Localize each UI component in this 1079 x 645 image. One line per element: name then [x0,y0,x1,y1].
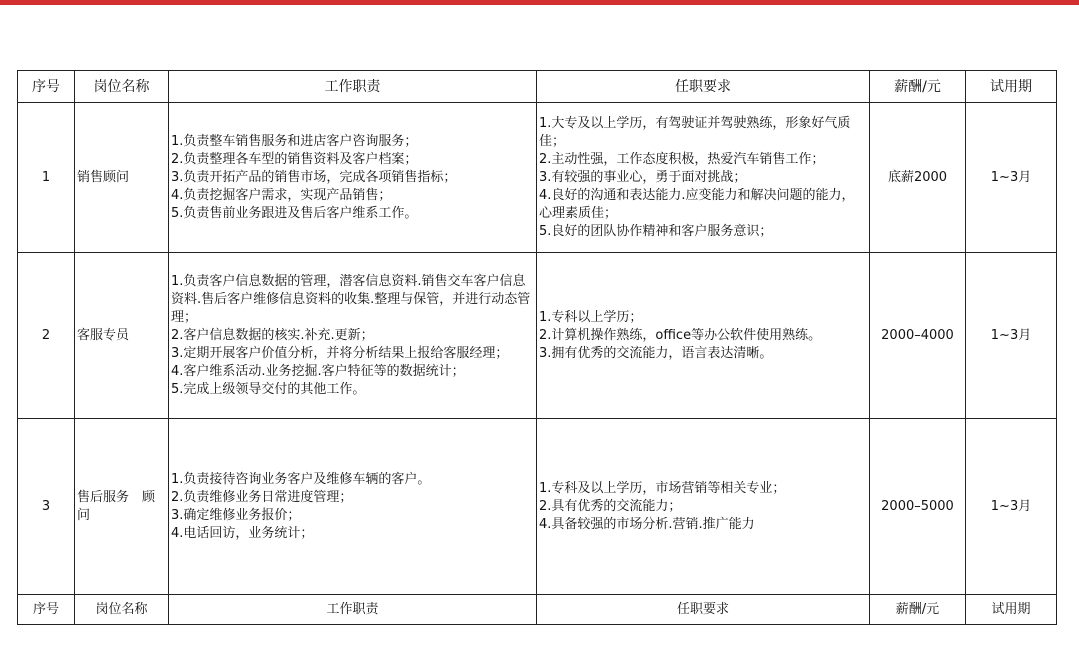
duty-line: 4.负责挖掘客户需求，实现产品销售； [171,187,392,203]
top-accent-bar [0,0,1079,5]
header-row [18,71,1057,103]
job-title: 销售顾问 [75,103,169,253]
requirement-line: 4.良好的沟通和表达能力.应变能力和解决问题的能力，心理素质佳； [539,187,855,221]
footer-cell-salary: 薪酬/元 [870,595,966,625]
duty-line: 3.负责开拓产品的销售市场，完成各项销售指标； [171,169,457,185]
duty-line: 1.负责接待咨询业务客户及维修车辆的客户。 [171,471,431,487]
requirement-line: 1.专科以上学历； [539,309,643,325]
requirement-line: 4.具备较强的市场分析.营销.推广能力 [539,516,755,532]
requirement-line: 2.计算机操作熟练，office等办公软件使用熟练。 [539,327,822,343]
duties-cell [169,103,537,253]
salary-cell: 2000–4000 [870,253,966,419]
header-cell-duties: 工作职责 [169,71,537,103]
table-row [18,253,1057,419]
requirement-line: 3.有较强的事业心，勇于面对挑战； [539,169,747,185]
probation-cell: 1~3月 [966,103,1057,253]
footer-cell-requirements: 任职要求 [537,595,870,625]
duties-cell [169,253,537,419]
duty-line: 2.负责维修业务日常进度管理； [171,489,353,505]
duty-line: 4.客户维系活动.业务挖掘.客户特征等的数据统计； [171,363,465,379]
duty-line: 2.客户信息数据的核实.补充.更新； [171,327,374,343]
job-title: 售后服务 顾问 [75,419,169,595]
header-cell-requirements: 任职要求 [537,71,870,103]
duty-line: 1.负责客户信息数据的管理，潜客信息资料.销售交车客户信息资料.售后客户维修信息资料的收集.整理与保管，并进行动态管理； [171,273,531,325]
duties-cell [169,419,537,595]
duty-line: 1.负责整车销售服务和进店客户咨询服务； [171,133,418,149]
requirement-line: 1.专科及以上学历，市场营销等相关专业； [539,480,786,496]
requirement-line: 2.主动性强，工作态度积极，热爱汽车销售工作； [539,151,825,167]
header-cell-title: 岗位名称 [75,71,169,103]
duty-line: 4.电话回访，业务统计； [171,525,314,541]
header-cell-salary: 薪酬/元 [870,71,966,103]
table-row [18,103,1057,253]
job-table [17,70,1057,625]
row-number: 1 [18,103,75,253]
footer-cell-probation: 试用期 [966,595,1057,625]
duty-line: 2.负责整理各车型的销售资料及客户档案； [171,151,418,167]
salary-cell: 底薪2000 [870,103,966,253]
requirements-cell [537,103,870,253]
requirement-line: 5.良好的团队协作精神和客户服务意识； [539,223,773,239]
requirements-cell [537,419,870,595]
job-title: 客服专员 [75,253,169,419]
probation-cell: 1~3月 [966,419,1057,595]
duty-line: 3.定期开展客户价值分析，并将分析结果上报给客服经理； [171,345,509,361]
requirements-cell [537,253,870,419]
requirement-line: 1.大专及以上学历，有驾驶证并驾驶熟练，形象好气质佳； [539,115,851,149]
requirement-line: 2.具有优秀的交流能力； [539,498,682,514]
row-number: 2 [18,253,75,419]
footer-cell-title: 岗位名称 [75,595,169,625]
probation-cell: 1~3月 [966,253,1057,419]
duty-line: 3.确定维修业务报价； [171,507,301,523]
salary-cell: 2000–5000 [870,419,966,595]
footer-cell-duties: 工作职责 [169,595,537,625]
footer-header-row [18,595,1057,625]
duty-line: 5.负责售前业务跟进及售后客户维系工作。 [171,205,418,221]
header-cell-probation: 试用期 [966,71,1057,103]
duty-line: 5.完成上级领导交付的其他工作。 [171,381,366,397]
table-row [18,419,1057,595]
row-number: 3 [18,419,75,595]
header-cell-no: 序号 [18,71,75,103]
requirement-line: 3.拥有优秀的交流能力，语言表达清晰。 [539,345,773,361]
footer-cell-no: 序号 [18,595,75,625]
